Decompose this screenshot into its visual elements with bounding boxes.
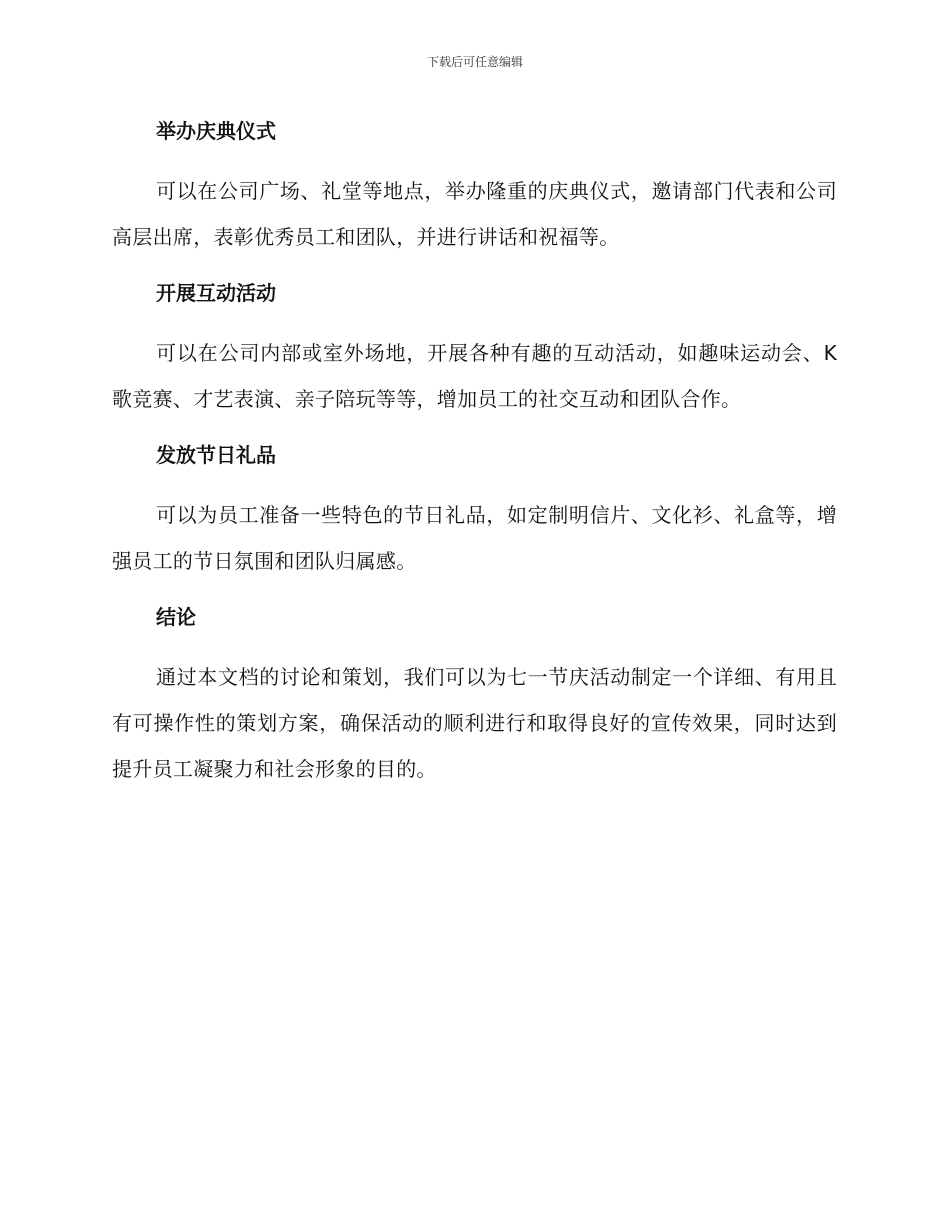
section-paragraph: 可以为员工准备一些特色的节日礼品，如定制明信片、文化衫、礼盒等，增强员工的节日氛围和团队归属感。 xyxy=(112,503,837,573)
section-gifts xyxy=(112,432,837,584)
section-conclusion xyxy=(112,594,837,792)
section-paragraph: 可以在公司内部或室外场地，开展各种有趣的互动活动，如趣味运动会、K歌竞赛、才艺表演、亲子陪玩等等，增加员工的社交互动和团队合作。 xyxy=(112,341,837,411)
section-paragraph: 可以在公司广场、礼堂等地点，举办隆重的庆典仪式，邀请部门代表和公司高层出席，表彰优秀员工和团队，并进行讲话和祝福等。 xyxy=(112,179,837,249)
section-heading: 开展互动活动 xyxy=(156,281,276,305)
section-paragraph: 通过本文档的讨论和策划，我们可以为七一节庆活动制定一个详细、有用且有可操作性的策划方案，确保活动的顺利进行和取得良好的宣传效果，同时达到提升员工凝聚力和社会形象的目的。 xyxy=(112,665,837,781)
document-body xyxy=(112,108,837,802)
section-interactive-activities xyxy=(112,270,837,422)
section-heading: 结论 xyxy=(156,605,196,629)
section-heading: 发放节日礼品 xyxy=(156,443,276,467)
section-heading: 举办庆典仪式 xyxy=(156,119,276,143)
section-ceremony xyxy=(112,108,837,260)
page-header: 下载后可任意编辑 xyxy=(426,55,523,69)
